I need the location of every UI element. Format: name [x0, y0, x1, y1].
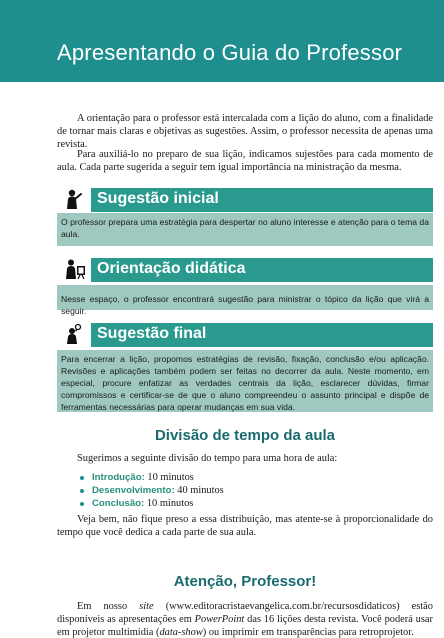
teacher-at-board-icon — [63, 257, 87, 281]
section-header-sugestao-final — [57, 320, 433, 348]
intro-paragraph-2: Para auxiliá-lo no preparo de sua lição, indicamos sujestões para cada momento de aula. Cada parte sugerida a seguir tem igual importância na ministração da mesma. — [57, 149, 433, 173]
powerpoint-word: PowerPoint — [194, 614, 245, 625]
item-label: Conclusão: — [92, 498, 145, 509]
list-item — [80, 484, 400, 497]
attention-text: ) ou imprimir em transparências para retroprojetor. — [202, 627, 414, 638]
person-pointing-icon — [63, 187, 87, 211]
section-header-orientacao-didatica — [57, 255, 433, 283]
time-division-intro: Sugerimos a seguinte divisão do tempo para uma hora de aula: — [77, 453, 338, 464]
header-band — [0, 0, 444, 82]
item-value: 10 minutos — [147, 472, 194, 483]
person-thinking-icon — [63, 322, 87, 346]
section-title-bar — [91, 258, 433, 282]
bullet-icon — [80, 489, 84, 493]
section-title: Orientação didática — [97, 260, 246, 277]
section-header-sugestao-inicial — [57, 185, 433, 213]
bullet-icon — [80, 476, 84, 480]
list-item — [80, 471, 400, 484]
item-value: 10 minutos — [146, 498, 194, 509]
attention-text: (www.editoracristaevangelica.com.br/recursosdidaticos) estão disponíveis as apresentações em — [57, 601, 433, 625]
time-division-list — [80, 471, 400, 510]
section-title: Sugestão inicial — [97, 190, 219, 207]
attention-paragraph — [57, 600, 433, 638]
section-body: Para encerrar a lição, propomos estratégias de revisão, fixação, conclusão e/ou aplicação. Revisões e aplicações também podem ser feitas no decorrer da aula. Neste momento, em especial, procure enfatizar as verdades centrais da lição, esclarecer dúvidas, firmar compromissos e certificar-se de que o aluno compreendeu o assunto principal e dispõe de ferramentas necessárias para operar mudanças em sua vida. — [57, 350, 433, 412]
time-division-heading: Divisão de tempo da aula — [154, 427, 336, 444]
bullet-icon — [80, 502, 84, 506]
section-title: Sugestão final — [97, 325, 207, 342]
list-item — [80, 497, 400, 510]
page-title: Apresentando o Guia do Professor — [57, 40, 403, 65]
section-title-bar — [91, 323, 433, 347]
attention-heading: Atenção, Professor! — [173, 573, 317, 590]
section-body: Nesse espaço, o professor encontrará sugestão para ministrar o tópico da lição que virá a seguir. — [57, 285, 433, 310]
item-value: 40 minutos — [177, 485, 224, 496]
datashow-word: data-show — [159, 627, 203, 638]
attention-text: das 16 lições desta revista. Você poderá usar em projetor multimídia ( — [57, 614, 433, 638]
attention-text: Em nosso — [77, 601, 140, 612]
item-label: Introdução: — [92, 472, 145, 483]
time-division-note: Veja bem, não fique preso a essa distribuição, mas atente-se à proporcionalidade do tempo que você dedica a cada parte de sua aula. — [57, 514, 433, 538]
site-word: site — [139, 601, 154, 612]
item-label: Desenvolvimento: — [92, 485, 175, 496]
intro-paragraph-1: A orientação para o professor está intercalada com a lição do aluno, com a finalidade de tornar mais claras e objetivas as sugestões. Assim, o professor necessita de apenas uma revista. — [57, 113, 433, 150]
section-title-bar — [91, 188, 433, 212]
section-body: O professor prepara uma estratégia para despertar no aluno interesse e atenção para o tema da aula. — [57, 213, 433, 246]
